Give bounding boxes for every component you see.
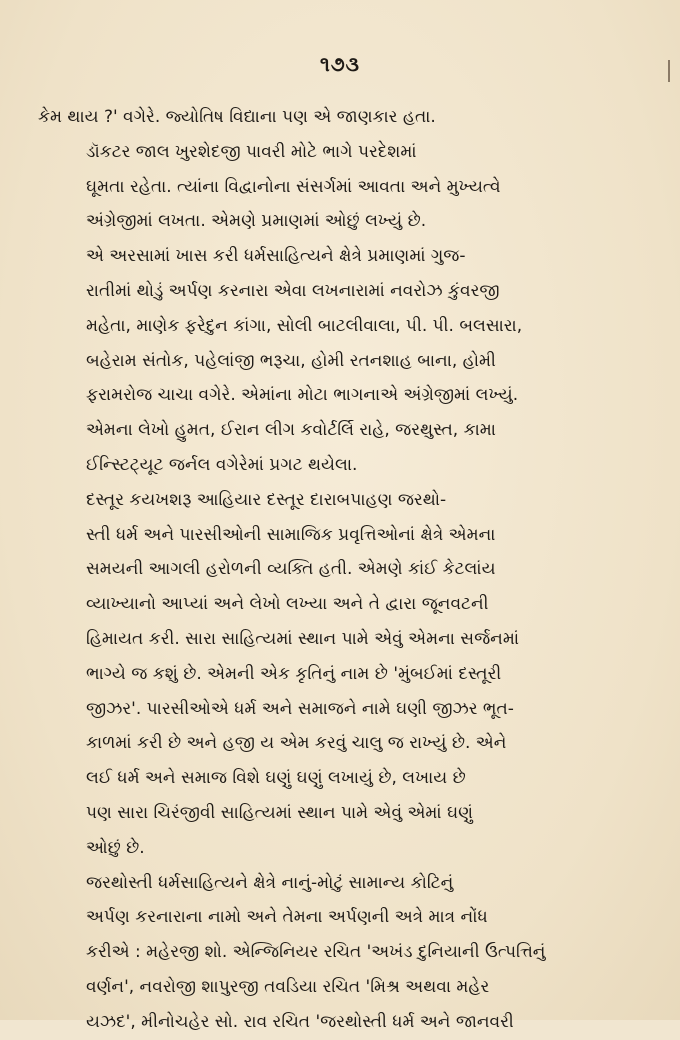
text-line: સ્તી ધર્મ અને પારસીઓની સામાજિક પ્રવૃત્તિઓનાં ક્ષેત્રે એમના [86,524,496,545]
text-line: અંગ્રેજીમાં લખતા. એમણે પ્રમાણમાં ઓછું લખ્યું છે. [86,211,427,232]
text-line: મહેતા, માણેક ફરેદુન કાંગા, સોલી બાટલીવાલા, પી. પી. બલસારા, [86,315,523,336]
paragraph [38,135,646,239]
text-line: એમના લેખો હુમત, ઈરાન લીગ કવોર્ટર્લિ રાહે, જરથુસ્ત, કામા [86,420,496,441]
text-line: લઈ ધર્મ અને સમાજ વિશે ઘણું ઘણું લખાયું છે, લખાય છે [86,768,466,789]
paragraph [38,483,646,866]
text-line: વર્ણન', નવરોજી શાપુરજી તવડિયા રચિત 'મિશ્ર અથવા મહેર [86,976,490,997]
text-line: હિમાયત કરી. સારા સાહિત્યમાં સ્થાન પામે એવું એમના સર્જનમાં [86,628,519,649]
text-line: કરીએ : મહેરજી શો. એન્જિનિયર રચિત 'અખંડ દુનિયાની ઉત્પત્તિનું [86,942,546,963]
text-line: દસ્તૂર કયખશરૂ આહિયાર દસ્તૂર દારાબપાહણ જરથો- [86,489,447,510]
text-line: ફરામરોજ ચાચા વગેરે. એમાંના મોટા ભાગનાએ અંગ્રેજીમાં લખ્યું. [86,385,519,406]
text-line: વ્યાખ્યાનો આપ્યાં અને લેખો લખ્યા અને તે દ્વારા જૂનવટની [86,594,489,615]
text-line: જરથોસ્તી ધર્મસાહિત્યને ક્ષેત્રે નાનું-મોટું સામાન્ય કોટિનું [86,872,454,893]
page-number: ૧૭૩ [319,52,361,76]
text-line: કેમ થાય ?' વગેરે. જ્યોતિષ વિદ્યાના પણ એ જાણકાર હતા. [38,107,436,127]
text-line: પણ સારા ચિરંજીવી સાહિત્યમાં સ્થાન પામે એવું એમાં ઘણું [86,802,473,823]
text-line: ઘૂમતા રહેતા. ત્યાંના વિદ્વાનોના સંસર્ગમાં આવતા અને મુખ્યત્વે [86,176,501,197]
paragraph [38,100,646,135]
text-line: રાતીમાં થોડું અર્પણ કરનારા એવા લખનારામાં નવરોઝ કુંવરજી [86,280,500,301]
text-line: ડૉકટર જાલ ખુરશેદજી પાવરી મોટે ભાગે પરદેશમાં [86,141,417,162]
text-line: ઈન્સ્ટિટ્યૂટ જર્નલ વગેરેમાં પ્રગટ થયેલા. [86,454,358,475]
body-text [38,100,646,1040]
text-line: જીઝર'. પારસીઓએ ધર્મ અને સમાજને નામે ઘણી જીઝર ભૂત- [86,698,514,719]
text-line: અર્પણ કરનારાના નામો અને તેમના અર્પણની અત્રે માત્ર નોંધ [86,907,488,928]
paragraph [38,866,646,1040]
paragraph [38,239,646,483]
text-line: ભાગ્યે જ કશું છે. એમની એક કૃતિનું નામ છે 'મુંબઈમાં દસ્તૂરી [86,663,502,684]
text-line: સમયની આગલી હરોળની વ્યક્તિ હતી. એમણે કાંઈ કેટલાંય [86,559,496,580]
text-line: કાળમાં કરી છે અને હજી ય એમ કરવું ચાલુ જ રાખ્યું છે. એને [86,733,507,754]
text-line: એ અરસામાં ખાસ કરી ધર્મસાહિત્યને ક્ષેત્રે પ્રમાણમાં ગુજ- [86,246,466,267]
text-line: યઝદ', મીનોચહેર સો. રાવ રચિત 'જરથોસ્તી ધર્મ અને જાનવરી [86,1011,514,1032]
text-line: બહેરામ સંતોક, પહેલાંજી ભરૂચા, હોમી રતનશાહ બાના, હોમી [86,350,496,371]
text-line: ઓછું છે. [86,837,145,858]
page-edge-mark [668,60,670,82]
